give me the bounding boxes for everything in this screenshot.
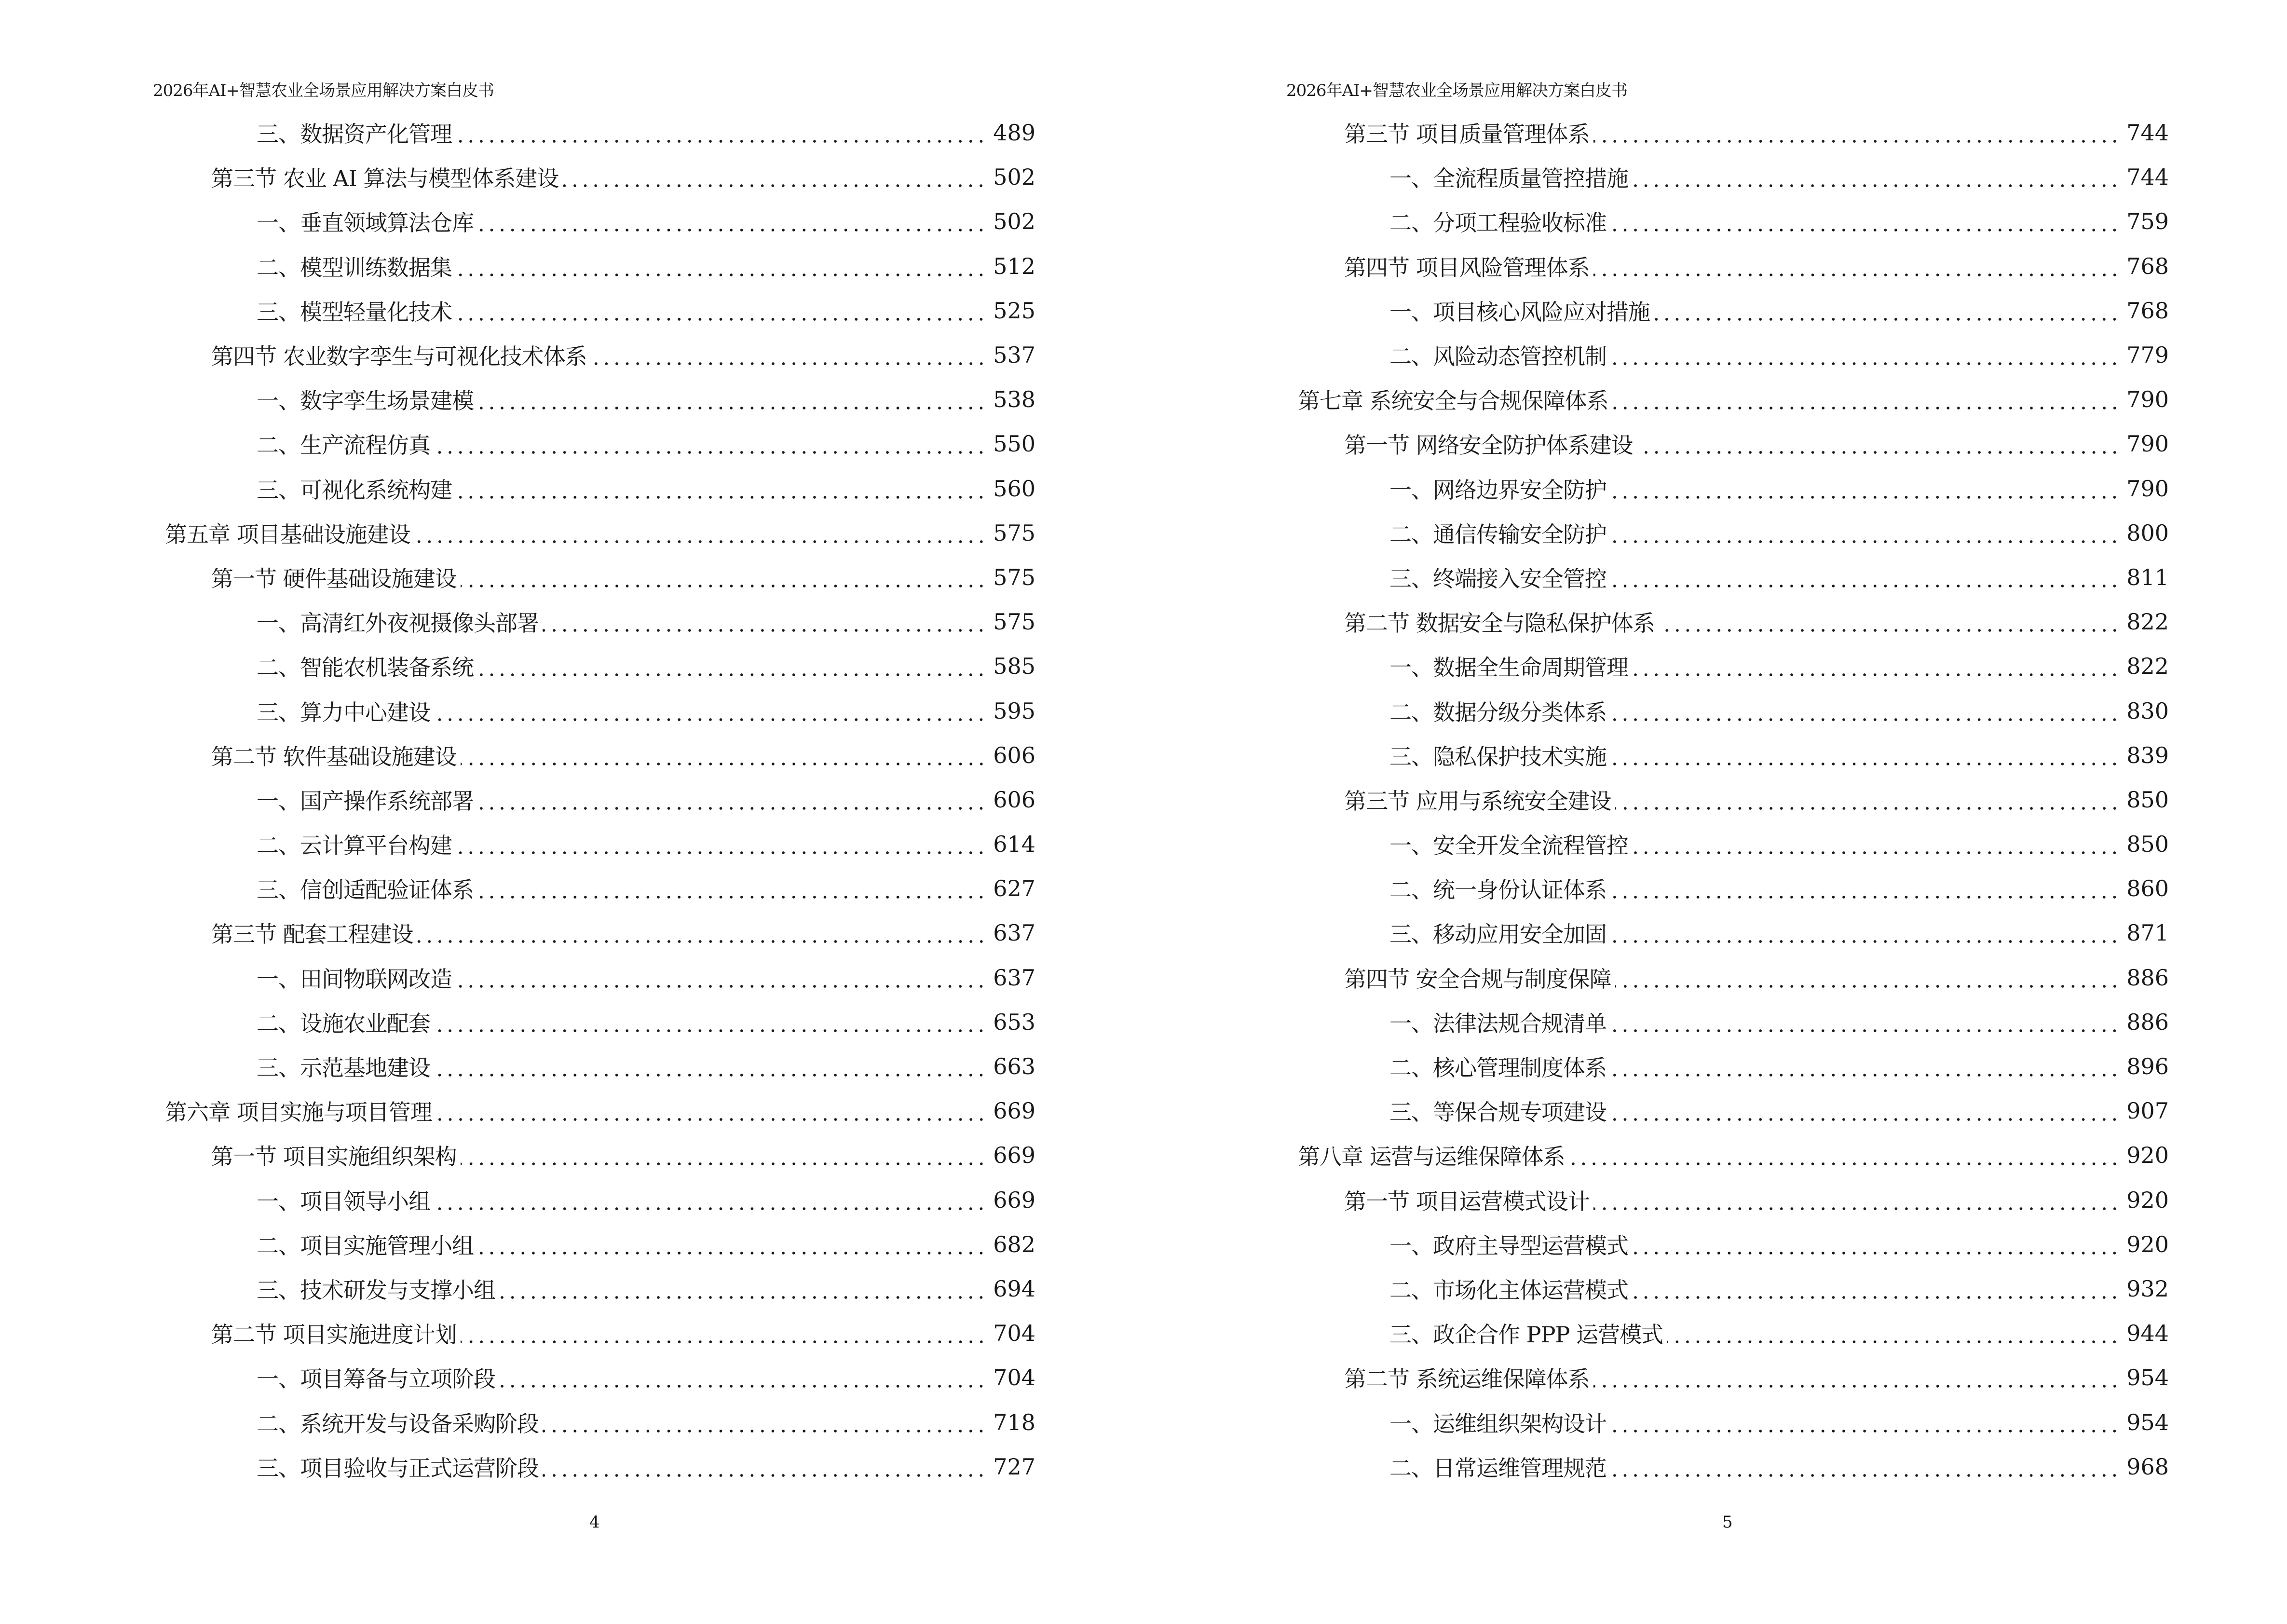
dot-leader <box>1593 1366 2120 1389</box>
toc-entry-label: 二、云计算平台构建 <box>257 832 452 859</box>
toc-entry-page-number: 907 <box>2126 1098 2169 1124</box>
toc-entry-page-number: 886 <box>2126 964 2169 991</box>
dot-leader <box>1632 1278 2120 1300</box>
toc-entry-page-number: 860 <box>2126 875 2169 902</box>
toc-entry-label: 二、智能农机装备系统 <box>257 655 474 681</box>
dot-leader <box>1654 300 2120 322</box>
toc-entry-label: 三、等保合规专项建设 <box>1389 1099 1606 1126</box>
toc-subsection-entry[interactable] <box>165 1178 1035 1222</box>
toc-entry-page-number: 830 <box>2126 697 2169 724</box>
toc-subsection-entry[interactable] <box>1298 288 2169 333</box>
toc-entry-label: 三、技术研发与支撑小组 <box>257 1277 495 1303</box>
toc-entry-label: 一、项目筹备与立项阶段 <box>257 1366 495 1392</box>
toc-subsection-entry[interactable] <box>165 377 1035 422</box>
toc-entry-label: 第四节 农业数字孪生与可视化技术体系 <box>211 343 587 370</box>
toc-entry-label: 三、算力中心建设 <box>257 699 430 725</box>
dot-leader <box>1659 611 2120 633</box>
dot-leader <box>1610 1055 2120 1078</box>
toc-subsection-entry[interactable] <box>165 1400 1035 1444</box>
toc-entry-page-number: 704 <box>993 1365 1035 1391</box>
toc-subsection-entry[interactable] <box>165 466 1035 511</box>
toc-entry-label: 第一节 项目实施组织架构 <box>211 1144 457 1170</box>
toc-entry-page-number: 550 <box>993 431 1035 457</box>
toc-entry-page-number: 932 <box>2126 1275 2169 1302</box>
dot-leader <box>543 1456 986 1478</box>
toc-entry-page-number: 606 <box>993 742 1035 768</box>
dot-leader <box>1610 922 2120 944</box>
toc-entry-page-number: 727 <box>993 1453 1035 1480</box>
dot-leader <box>461 566 987 588</box>
toc-subsection-entry[interactable] <box>1298 1267 2169 1311</box>
dot-leader <box>1667 1322 2120 1344</box>
toc-subsection-entry[interactable] <box>1298 155 2169 199</box>
toc-subsection-entry[interactable] <box>165 1355 1035 1400</box>
toc-subsection-entry[interactable] <box>1298 1089 2169 1133</box>
toc-entry-page-number: 575 <box>993 609 1035 635</box>
toc-entry-label: 第四节 项目风险管理体系 <box>1344 254 1590 281</box>
page-number: 4 <box>589 1513 600 1532</box>
dot-leader <box>1610 877 2120 900</box>
toc-chapter-entry[interactable] <box>165 1089 1035 1133</box>
toc-chapter-entry[interactable] <box>165 511 1035 555</box>
dot-leader <box>1632 833 2120 855</box>
toc-entry-label: 第二节 数据安全与隐私保护体系 <box>1344 610 1655 637</box>
toc-subsection-entry[interactable] <box>165 1445 1035 1489</box>
dot-leader <box>1615 789 2120 811</box>
toc-entry-page-number: 575 <box>993 519 1035 546</box>
toc-subsection-entry[interactable] <box>165 288 1035 333</box>
toc-entry-page-number: 637 <box>993 964 1035 991</box>
toc-section-entry[interactable] <box>1298 1178 2169 1222</box>
toc-entry-label: 第三节 应用与系统安全建设 <box>1344 788 1611 814</box>
toc-entry-label: 第六章 项目实施与项目管理 <box>165 1099 432 1126</box>
toc-entry-page-number: 768 <box>2126 297 2169 324</box>
toc-subsection-entry[interactable] <box>1298 911 2169 955</box>
toc-section-entry[interactable] <box>165 333 1035 377</box>
toc-entry-label: 第三节 配套工程建设 <box>211 921 413 948</box>
toc-subsection-entry[interactable] <box>1298 555 2169 600</box>
toc-entry-page-number: 669 <box>993 1098 1035 1124</box>
toc-entry-label: 一、安全开发全流程管控 <box>1389 832 1628 859</box>
dot-leader <box>1615 967 2120 989</box>
toc-entry-page-number: 759 <box>2126 208 2169 235</box>
toc-entry-label: 二、数据分级分类体系 <box>1389 699 1606 725</box>
toc-entry-page-number: 768 <box>2126 253 2169 279</box>
toc-entry-page-number: 512 <box>993 253 1035 279</box>
toc-section-entry[interactable] <box>165 1133 1035 1177</box>
dot-leader <box>1610 744 2120 766</box>
toc-entry-label: 二、设施农业配套 <box>257 1010 430 1037</box>
toc-subsection-entry[interactable] <box>1298 1311 2169 1355</box>
toc-entry-page-number: 606 <box>993 786 1035 813</box>
toc-entry-label: 第八章 运营与运维保障体系 <box>1298 1144 1565 1170</box>
toc-entry-label: 一、数字孪生场景建模 <box>257 388 474 414</box>
dot-leader <box>1610 210 2120 232</box>
toc-subsection-entry[interactable] <box>165 644 1035 688</box>
toc-entry-label: 一、法律法规合规清单 <box>1389 1010 1606 1037</box>
dot-leader <box>1610 1411 2120 1433</box>
toc-entry-label: 三、终端接入安全管控 <box>1389 565 1606 592</box>
toc-subsection-entry[interactable] <box>165 778 1035 822</box>
toc-entry-label: 三、数据资产化管理 <box>257 121 452 148</box>
toc-entry-label: 三、隐私保护技术实施 <box>1389 743 1606 770</box>
dot-leader <box>1610 1011 2120 1033</box>
toc-subsection-entry[interactable] <box>1298 466 2169 511</box>
toc-entry-label: 二、分项工程验收标准 <box>1389 210 1606 236</box>
toc-subsection-entry[interactable] <box>1298 1044 2169 1089</box>
toc-entry-page-number: 704 <box>993 1320 1035 1347</box>
toc-entry-page-number: 850 <box>2126 786 2169 813</box>
toc-entry-page-number: 896 <box>2126 1053 2169 1080</box>
dot-leader <box>1632 655 2120 677</box>
toc-entry-label: 二、项目实施管理小组 <box>257 1232 474 1259</box>
toc-section-entry[interactable] <box>1298 244 2169 288</box>
toc-section-entry[interactable] <box>1298 1355 2169 1400</box>
toc-entry-page-number: 920 <box>2126 1187 2169 1213</box>
toc-entry-label: 第三节 项目质量管理体系 <box>1344 121 1590 148</box>
dot-leader <box>562 166 986 188</box>
toc-entry-page-number: 595 <box>993 697 1035 724</box>
toc-entry-page-number: 968 <box>2126 1453 2169 1480</box>
toc-entry-label: 一、高清红外夜视摄像头部署 <box>257 610 539 637</box>
toc-entry-page-number: 744 <box>2126 120 2169 146</box>
toc-entry-page-number: 489 <box>993 120 1035 146</box>
toc-subsection-entry[interactable] <box>165 110 1035 155</box>
toc-subsection-entry[interactable] <box>165 1000 1035 1044</box>
toc-entry-page-number: 538 <box>993 386 1035 413</box>
toc-subsection-entry[interactable] <box>165 1044 1035 1089</box>
dot-leader <box>436 1100 987 1122</box>
toc-subsection-entry[interactable] <box>165 600 1035 644</box>
toc-entry-label: 一、网络边界安全防护 <box>1389 477 1606 503</box>
toc-entry-page-number: 502 <box>993 208 1035 235</box>
dot-leader <box>477 388 986 410</box>
toc-entry-label: 二、日常运维管理规范 <box>1389 1455 1606 1481</box>
dot-leader <box>434 1189 986 1211</box>
toc-entry-page-number: 502 <box>993 164 1035 191</box>
toc-entry-label: 一、项目核心风险应对措施 <box>1389 299 1650 325</box>
dot-leader <box>1610 478 2120 500</box>
toc-entry-label: 一、数据全生命周期管理 <box>1389 655 1628 681</box>
toc-entry-label: 第二节 项目实施进度计划 <box>211 1322 457 1348</box>
toc-entry-page-number: 790 <box>2126 431 2169 457</box>
toc-entry-page-number: 694 <box>993 1275 1035 1302</box>
toc-entry-page-number: 871 <box>2126 920 2169 946</box>
running-header: 2026年AI+智慧农业全场景应用解决方案白皮书 <box>1286 81 1627 100</box>
toc-entry-page-number: 920 <box>2126 1231 2169 1257</box>
toc-subsection-entry[interactable] <box>1298 688 2169 733</box>
toc-entry-label: 二、生产流程仿真 <box>257 432 430 459</box>
toc-entry-label: 一、田间物联网改造 <box>257 966 452 992</box>
toc-list <box>165 110 1035 1489</box>
toc-entry-page-number: 822 <box>2126 653 2169 680</box>
toc-entry-label: 二、模型训练数据集 <box>257 254 452 281</box>
dot-leader <box>414 522 987 544</box>
toc-entry-page-number: 682 <box>993 1231 1035 1257</box>
dot-leader <box>477 789 986 811</box>
toc-entry-label: 二、统一身份认证体系 <box>1389 877 1606 903</box>
toc-entry-label: 一、国产操作系统部署 <box>257 788 474 814</box>
dot-leader <box>477 655 986 677</box>
toc-entry-label: 一、运维组织架构设计 <box>1389 1410 1606 1437</box>
toc-entry-page-number: 886 <box>2126 1009 2169 1035</box>
toc-entry-label: 第一节 硬件基础设施建设 <box>211 565 457 592</box>
toc-entry-label: 第一节 网络安全防护体系建设 <box>1344 432 1633 459</box>
dot-leader <box>434 433 986 455</box>
toc-entry-page-number: 575 <box>993 564 1035 590</box>
toc-section-entry[interactable] <box>165 1311 1035 1355</box>
toc-subsection-entry[interactable] <box>165 1222 1035 1267</box>
dot-leader <box>1610 1456 2120 1478</box>
toc-subsection-entry[interactable] <box>1298 733 2169 778</box>
dot-leader <box>499 1366 986 1389</box>
toc-entry-label: 三、政企合作 PPP 运营模式 <box>1389 1322 1663 1348</box>
dot-leader <box>461 1322 987 1344</box>
dot-leader <box>456 833 986 855</box>
toc-entry-label: 第二节 系统运维保障体系 <box>1344 1366 1590 1392</box>
toc-entry-label: 三、项目验收与正式运营阶段 <box>257 1455 539 1481</box>
dot-leader <box>417 922 987 944</box>
dot-leader <box>1610 344 2120 366</box>
toc-entry-label: 第二节 软件基础设施建设 <box>211 743 457 770</box>
toc-subsection-entry[interactable] <box>1298 199 2169 244</box>
toc-entry-page-number: 850 <box>2126 831 2169 858</box>
toc-entry-page-number: 537 <box>993 342 1035 368</box>
toc-subsection-entry[interactable] <box>1298 511 2169 555</box>
toc-section-entry[interactable] <box>165 733 1035 778</box>
toc-subsection-entry[interactable] <box>1298 866 2169 911</box>
toc-subsection-entry[interactable] <box>1298 1000 2169 1044</box>
toc-entry-page-number: 637 <box>993 920 1035 946</box>
toc-entry-page-number: 839 <box>2126 742 2169 768</box>
dot-leader <box>1632 1233 2120 1256</box>
page-right <box>1144 0 2287 1624</box>
toc-entry-page-number: 920 <box>2126 1142 2169 1169</box>
toc-entry-page-number: 669 <box>993 1142 1035 1169</box>
toc-section-entry[interactable] <box>1298 110 2169 155</box>
toc-entry-label: 第五章 项目基础设施建设 <box>165 521 410 547</box>
dot-leader <box>1632 166 2120 188</box>
toc-entry-page-number: 954 <box>2126 1409 2169 1435</box>
toc-entry-page-number: 525 <box>993 297 1035 324</box>
toc-entry-label: 第七章 系统安全与合规保障体系 <box>1298 388 1608 414</box>
toc-entry-label: 第四节 安全合规与制度保障 <box>1344 966 1611 992</box>
dot-leader <box>1637 433 2120 455</box>
dot-leader <box>456 478 986 500</box>
toc-entry-page-number: 811 <box>2126 564 2169 590</box>
toc-subsection-entry[interactable] <box>1298 1445 2169 1489</box>
toc-entry-page-number: 627 <box>993 875 1035 902</box>
dot-leader <box>1593 255 2120 277</box>
toc-section-entry[interactable] <box>1298 600 2169 644</box>
dot-leader <box>456 255 986 277</box>
toc-section-entry[interactable] <box>165 155 1035 199</box>
toc-entry-label: 第一节 项目运营模式设计 <box>1344 1188 1590 1215</box>
toc-entry-label: 三、信创适配验证体系 <box>257 877 474 903</box>
running-header: 2026年AI+智慧农业全场景应用解决方案白皮书 <box>153 81 494 100</box>
toc-subsection-entry[interactable] <box>1298 822 2169 866</box>
toc-entry-page-number: 944 <box>2126 1320 2169 1347</box>
toc-entry-page-number: 744 <box>2126 164 2169 191</box>
toc-section-entry[interactable] <box>165 555 1035 600</box>
dot-leader <box>456 122 986 144</box>
dot-leader <box>434 1011 986 1033</box>
dot-leader <box>456 967 986 989</box>
toc-section-entry[interactable] <box>165 911 1035 955</box>
toc-entry-page-number: 560 <box>993 475 1035 502</box>
toc-entry-label: 一、全流程质量管控措施 <box>1389 165 1628 192</box>
toc-entry-label: 第三节 农业 AI 算法与模型体系建设 <box>211 165 559 192</box>
dot-leader <box>1610 566 2120 588</box>
toc-entry-label: 二、系统开发与设备采购阶段 <box>257 1410 539 1437</box>
dot-leader <box>1610 700 2120 722</box>
toc-list <box>1298 110 2169 1489</box>
toc-subsection-entry[interactable] <box>1298 1400 2169 1444</box>
toc-subsection-entry[interactable] <box>165 866 1035 911</box>
dot-leader <box>477 210 986 232</box>
dot-leader <box>434 1055 986 1078</box>
dot-leader <box>461 1144 987 1166</box>
toc-entry-label: 二、风险动态管控机制 <box>1389 343 1606 370</box>
toc-entry-label: 二、通信传输安全防护 <box>1389 521 1606 547</box>
dot-leader <box>543 611 986 633</box>
toc-entry-page-number: 614 <box>993 831 1035 858</box>
toc-section-entry[interactable] <box>1298 422 2169 466</box>
dot-leader <box>461 744 987 766</box>
toc-subsection-entry[interactable] <box>165 244 1035 288</box>
dot-leader <box>1593 122 2120 144</box>
page-number: 5 <box>1722 1513 1733 1532</box>
toc-subsection-entry[interactable] <box>165 688 1035 733</box>
toc-entry-label: 一、垂直领域算法仓库 <box>257 210 474 236</box>
toc-entry-label: 二、核心管理制度体系 <box>1389 1055 1606 1081</box>
toc-entry-page-number: 822 <box>2126 609 2169 635</box>
toc-entry-page-number: 954 <box>2126 1365 2169 1391</box>
toc-entry-page-number: 800 <box>2126 519 2169 546</box>
toc-subsection-entry[interactable] <box>165 955 1035 1000</box>
toc-chapter-entry[interactable] <box>1298 1133 2169 1177</box>
dot-leader <box>456 300 986 322</box>
toc-section-entry[interactable] <box>1298 955 2169 1000</box>
dot-leader <box>477 877 986 900</box>
toc-entry-page-number: 585 <box>993 653 1035 680</box>
dot-leader <box>434 700 986 722</box>
dot-leader <box>477 1233 986 1256</box>
dot-leader <box>499 1278 986 1300</box>
toc-subsection-entry[interactable] <box>165 199 1035 244</box>
toc-subsection-entry[interactable] <box>1298 1222 2169 1267</box>
dot-leader <box>543 1411 986 1433</box>
toc-subsection-entry[interactable] <box>165 1267 1035 1311</box>
toc-subsection-entry[interactable] <box>165 422 1035 466</box>
toc-entry-label: 三、可视化系统构建 <box>257 477 452 503</box>
toc-entry-label: 一、政府主导型运营模式 <box>1389 1232 1628 1259</box>
dot-leader <box>1612 388 2120 410</box>
toc-subsection-entry[interactable] <box>165 822 1035 866</box>
dot-leader <box>1569 1144 2120 1166</box>
toc-entry-page-number: 790 <box>2126 386 2169 413</box>
dot-leader <box>1593 1189 2120 1211</box>
toc-entry-page-number: 790 <box>2126 475 2169 502</box>
toc-entry-label: 三、示范基地建设 <box>257 1055 430 1081</box>
toc-entry-label: 二、市场化主体运营模式 <box>1389 1277 1628 1303</box>
toc-chapter-entry[interactable] <box>1298 377 2169 422</box>
toc-entry-label: 三、移动应用安全加固 <box>1389 921 1606 948</box>
toc-entry-page-number: 663 <box>993 1053 1035 1080</box>
dot-leader <box>591 344 987 366</box>
dot-leader <box>1610 522 2120 544</box>
toc-entry-label: 一、项目领导小组 <box>257 1188 430 1215</box>
toc-subsection-entry[interactable] <box>1298 333 2169 377</box>
toc-entry-page-number: 779 <box>2126 342 2169 368</box>
toc-entry-page-number: 653 <box>993 1009 1035 1035</box>
dot-leader <box>1610 1100 2120 1122</box>
toc-entry-page-number: 718 <box>993 1409 1035 1435</box>
toc-entry-label: 三、模型轻量化技术 <box>257 299 452 325</box>
toc-section-entry[interactable] <box>1298 778 2169 822</box>
toc-entry-page-number: 669 <box>993 1187 1035 1213</box>
toc-subsection-entry[interactable] <box>1298 644 2169 688</box>
